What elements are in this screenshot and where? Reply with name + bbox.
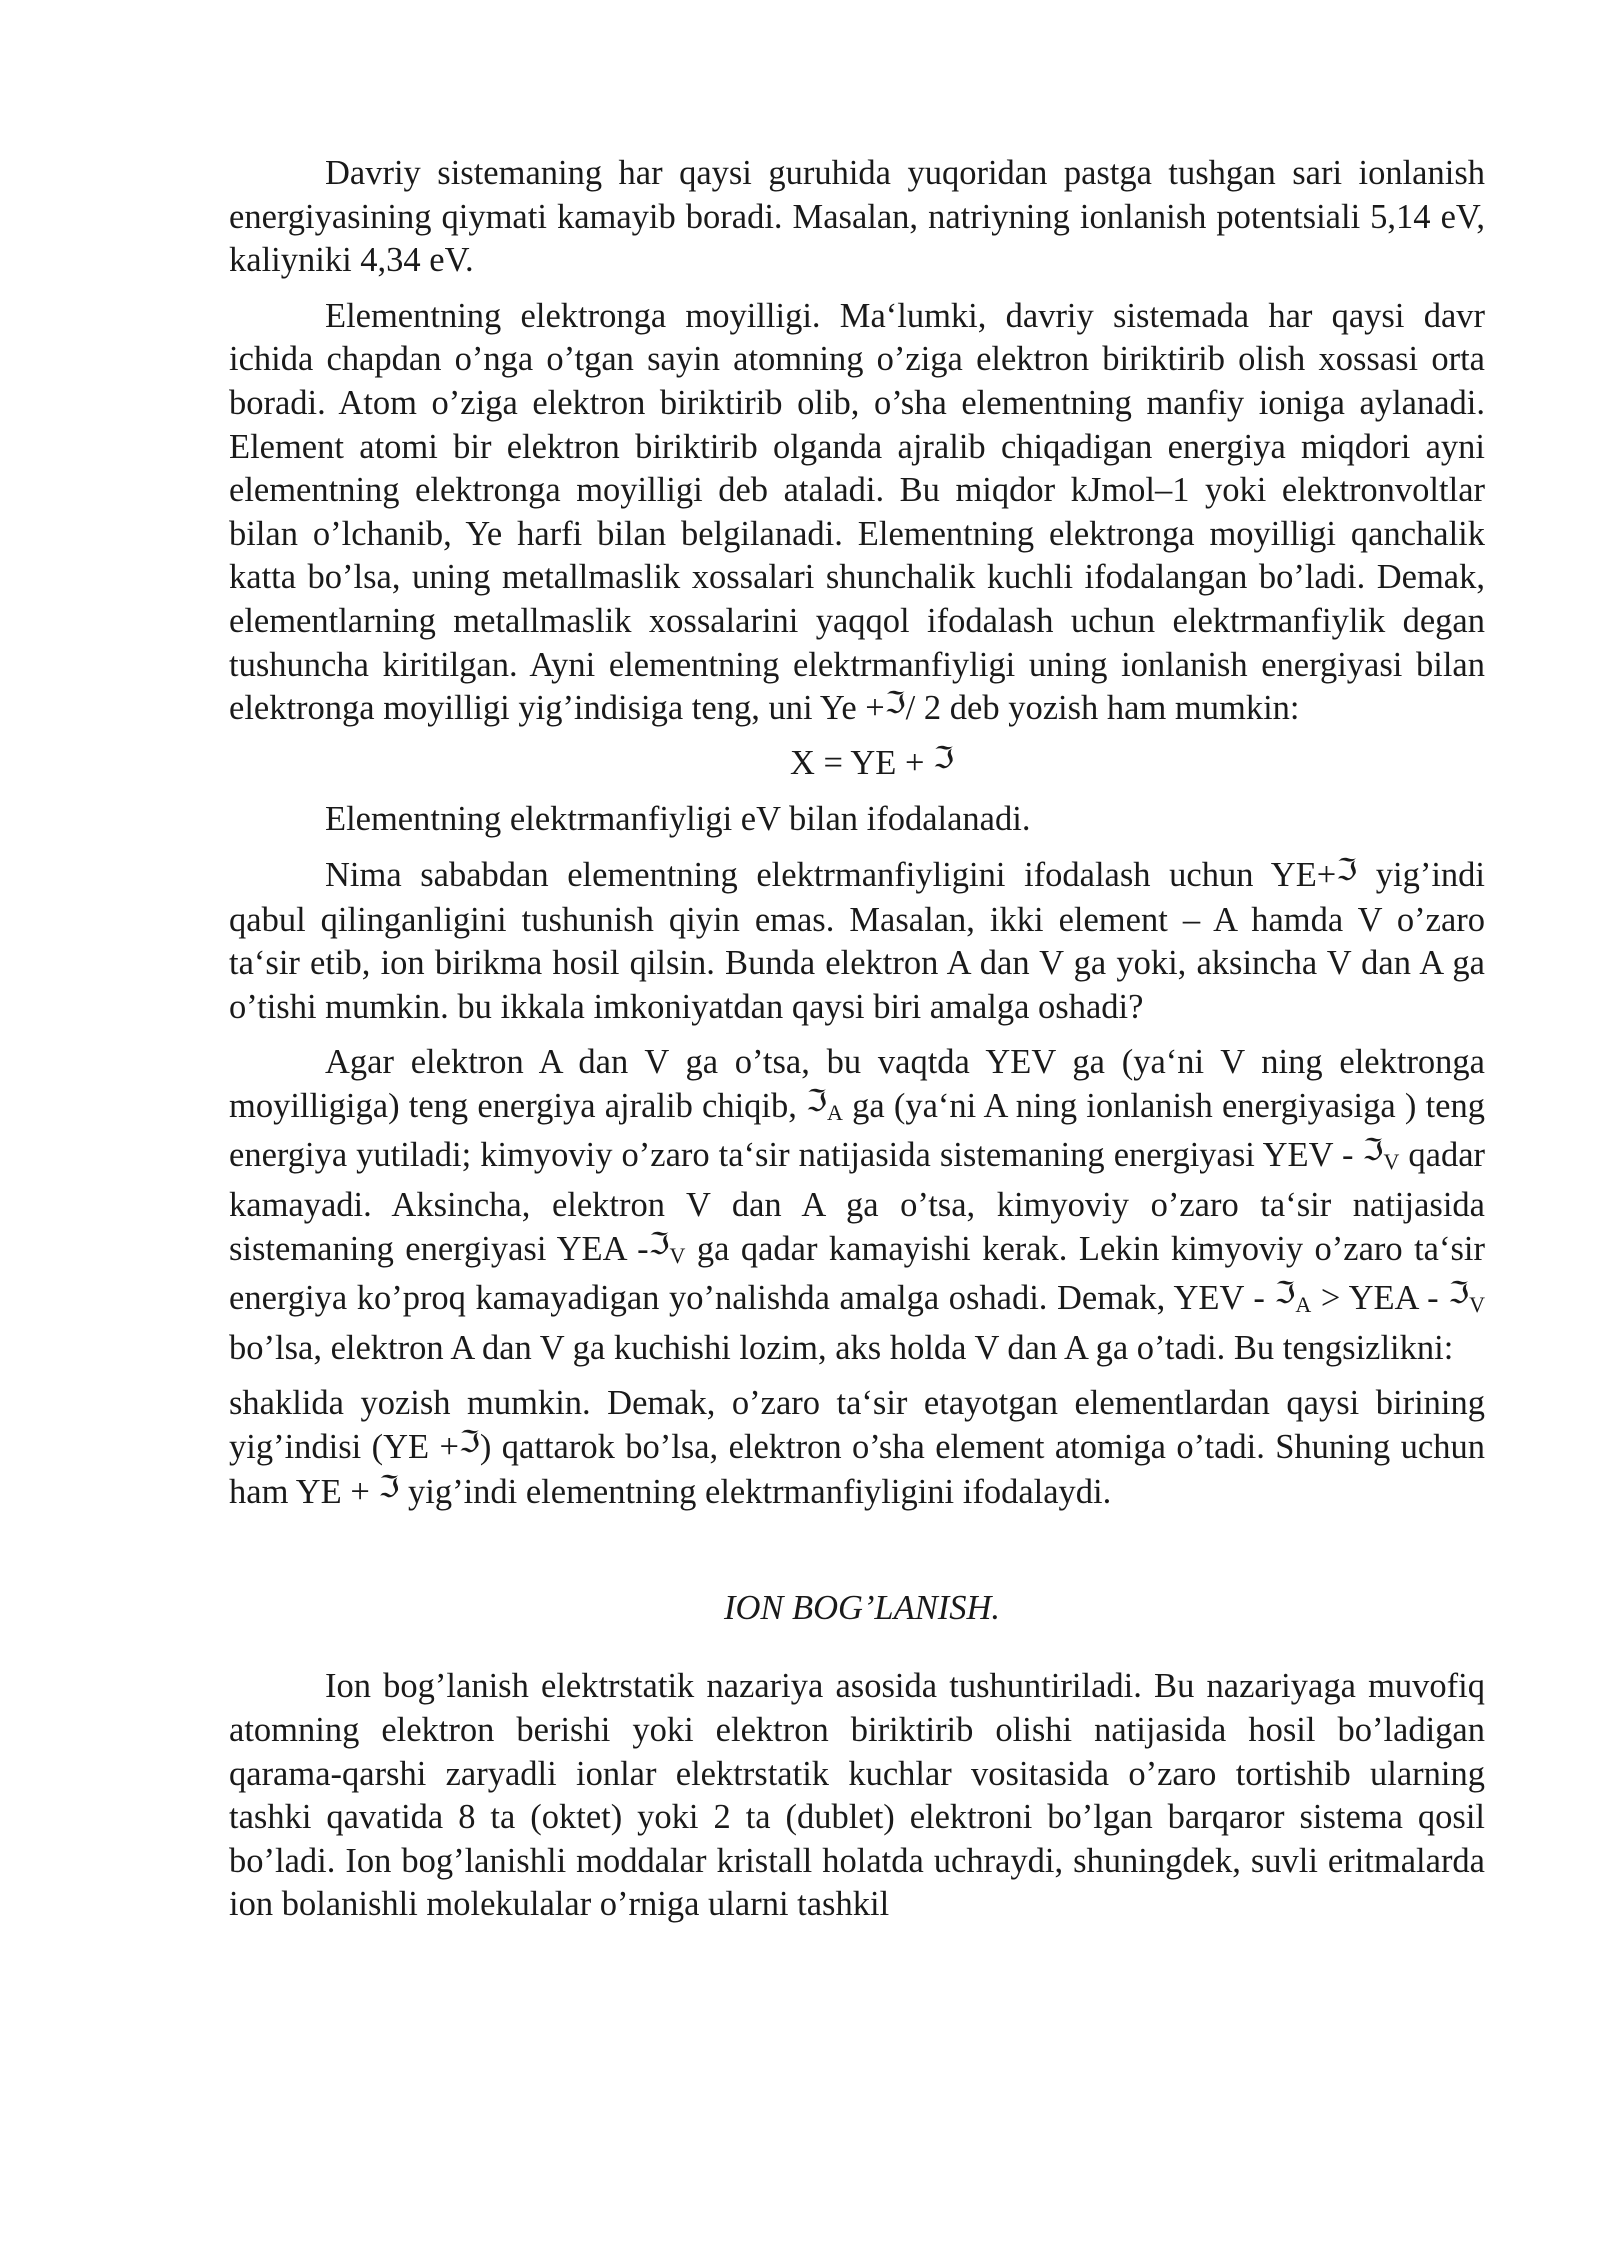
paragraph-ev-units (229, 798, 1485, 842)
gothic-i-symbol: ℑ (648, 1226, 670, 1262)
para3-text: Elementning elektrmanfiyligi eV bilan ifodalanadi. (325, 800, 1031, 839)
gothic-i-symbol: ℑ (806, 1083, 828, 1119)
para5-text-a: Agar elektron A dan V ga o’tsa, bu vaqtda YEV ga (ya‘ni V ning elektronga moyilligiga) teng energiya ajralib chiqib, (229, 1043, 1485, 1125)
document-page (229, 152, 1485, 1927)
subscript-a: A (827, 1099, 843, 1125)
gothic-i-symbol: ℑ (1336, 852, 1358, 888)
gothic-i-symbol: ℑ (884, 686, 906, 722)
paragraph-ionic-bond (229, 1665, 1485, 1927)
paragraph-inequality-conclusion (229, 1382, 1485, 1515)
para4-text-a: Nima sababdan elementning elektrmanfiyligini ifodalash uchun YE+ (325, 855, 1337, 894)
para5-text-b: ga (ya‘ni A ning ionlanish energiyasiga ) teng energiya yutiladi; kimyoviy o’zaro ta‘sir natijasida sistemaning energiyasi YEV - (229, 1086, 1485, 1175)
paragraph-electron-transfer (229, 1041, 1485, 1370)
paragraph-why-sum (229, 854, 1485, 1029)
formula-text: X = YE + (790, 743, 934, 782)
para6-text-a: shaklida yozish mumkin. Demak, o’zaro ta‘sir etayotgan elementlardan qaysi birining yig’indisi (YE + (229, 1384, 1485, 1467)
subscript-v: V (1383, 1149, 1400, 1175)
subscript-a: A (1295, 1292, 1312, 1318)
gothic-i-symbol: ℑ (1448, 1276, 1470, 1312)
gothic-i-symbol: ℑ (378, 1469, 400, 1505)
para2-text: Elementning elektronga moyilligi. Ma‘lumki, davriy sistemada har qaysi davr ichida chapdan o’nga o’tgan sayin atomning o’ziga elektron biriktirib olish xossasi orta boradi. Atom o’ziga elektron biriktirib olib, o’sha elementning manfiy ioniga aylanadi. Element atomi bir elektron biriktirib olganda ajralib chiqadigan energiya miqdori ayni elementning elektronga moyilligi deb ataladi. Bu miqdor kJmol–1 yoki elektronvoltlar bilan o’lchanib, Ye harfi bilan belgilanadi. Elementning elektronga moyilligi qanchalik katta bo’lsa, uning metallmaslik xossalari shunchalik kuchli ifodalangan bo’ladi. Demak, elementlarning metallmaslik xossalarini yaqqol ifodalash uchun elektrmanfiylik degan tushuncha kiritilgan. Ayni elementning elektrmanfiyligi uning ionlanish energiyasi bilan elektronga moyilligi yig’indisiga teng, uni Ye + (229, 296, 1485, 728)
paragraph-ionization-trend (229, 152, 1485, 283)
para5-text-d: ga qadar kamayishi kerak. Lekin kimyoviy o’zaro ta‘sir energiya ko’proq kamayadigan yo’nalishda amalga oshadi. Demak, YEV - (229, 1229, 1485, 1318)
para4-text-b: yig’indi qabul qilinganligini tushunish qiyin emas. Masalan, ikki element – A hamda V o’zaro ta‘sir etib, ion birikma hosil qilsin. Bunda elektron A dan V ga yoki, aksincha V dan A ga o’tishi mumkin. bu ikkala imkoniyatdan qaysi biri amalga oshadi? (229, 855, 1486, 1026)
electronegativity-formula (229, 742, 1485, 787)
paragraph-electron-affinity (229, 295, 1485, 732)
subscript-v: V (1469, 1292, 1486, 1318)
para6-text-c: yig’indi elementning elektrmanfiyligini ifodalaydi. (399, 1472, 1112, 1511)
gothic-i-symbol: ℑ (1362, 1133, 1384, 1169)
gothic-i-symbol: ℑ (933, 740, 954, 776)
para1-text: Davriy sistemaning har qaysi guruhida yuqoridan pastga tushgan sari ionlanish energiyasining qiymati kamayib boradi. Masalan, natriyning ionlanish potentsiali 5,14 eV, kaliyniki 4,34 eV. (229, 154, 1485, 280)
subscript-v: V (669, 1242, 686, 1268)
para6-text-b: ) qattarok bo’lsa, elektron o’sha element atomiga o’tadi. Shuning uchun ham YE + (229, 1428, 1485, 1511)
para7-text: Ion bog’lanish elektrstatik nazariya asosida tushuntiriladi. Bu nazariyaga muvofiq atomning elektron berishi yoki elektron biriktirib olishi natijasida hosil bo’ladigan qarama-qarshi zaryadli ionlar elektrstatik kuchlar vositasida o’zaro tortishib ularning tashki qavatida 8 ta (oktet) yoki 2 ta (dublet) elektroni bo’lgan barqaror sistema qosil bo’ladi. Ion bog’lanishli moddalar kristall holatda uchraydi, shuningdek, suvli eritmalarda ion bolanishli molekulalar o’rniga ularni tashkil (229, 1667, 1485, 1924)
para5-text-c: qadar kamayadi. Aksincha, elektron V dan A ga o’tsa, kimyoviy o’zaro ta‘sir natijasida sistemaning energiyasi YEA - (229, 1136, 1485, 1268)
section-heading: ION BOG’LANISH. (724, 1589, 1000, 1628)
para5-text-e: > YEA - (1311, 1279, 1449, 1318)
gothic-i-symbol: ℑ (1274, 1276, 1296, 1312)
para5-text-f: bo’lsa, elektron A dan V ga kuchishi lozim, aks holda V dan A ga o’tadi. Bu tengsizlikni: (229, 1328, 1454, 1367)
gothic-i-symbol: ℑ (459, 1425, 480, 1461)
para2-tail-text: / 2 deb yozish ham mumkin: (905, 689, 1300, 728)
